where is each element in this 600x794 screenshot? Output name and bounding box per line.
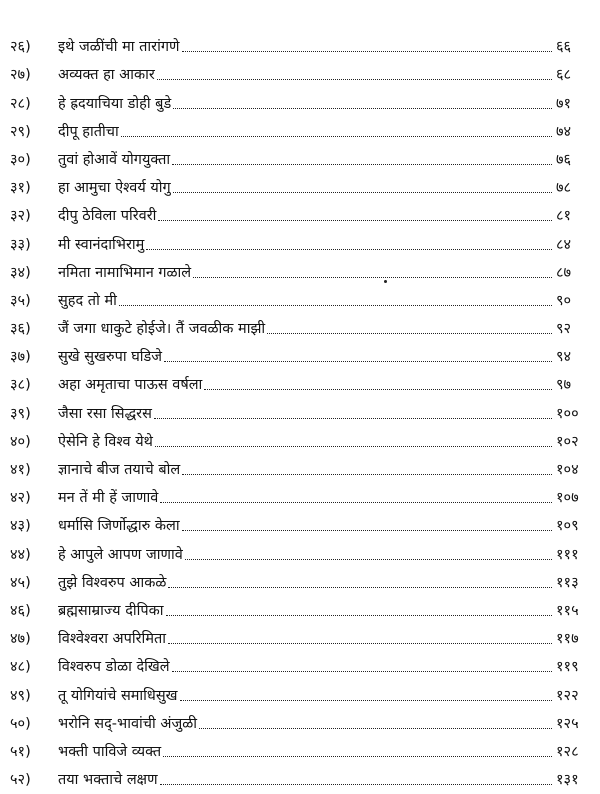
chapter-number: ३१)	[10, 180, 31, 197]
chapter-number: ४१)	[10, 462, 31, 478]
page-number: ९०	[556, 292, 572, 309]
dot-leader	[146, 248, 552, 250]
page-number: १०९	[556, 518, 579, 535]
dot-leader	[168, 586, 552, 588]
chapter-title: इथे जळींची मा तारांगणे	[58, 39, 180, 56]
dot-leader	[193, 276, 552, 278]
dot-leader	[155, 445, 552, 447]
toc-entry[interactable]	[0, 733, 600, 761]
toc-entry[interactable]	[0, 84, 600, 112]
dot-leader	[158, 219, 552, 221]
chapter-number: ४९)	[10, 687, 31, 704]
chapter-number: ३७)	[10, 349, 31, 366]
chapter-number: ४७)	[10, 631, 31, 648]
table-of-contents	[0, 28, 600, 789]
chapter-title: सुखे सुखरुपा घडिजे	[58, 349, 163, 366]
chapter-title: विश्वरुप डोळा देखिले	[58, 659, 170, 676]
toc-entry[interactable]	[0, 225, 600, 253]
chapter-title: हे आपुले आपण जाणावे	[58, 546, 183, 563]
toc-entry[interactable]	[0, 423, 600, 451]
dot-leader	[164, 360, 552, 362]
chapter-number: ३९)	[10, 405, 31, 422]
chapter-number: ३२)	[10, 208, 31, 225]
dot-leader	[199, 727, 552, 729]
toc-entry[interactable]	[0, 479, 600, 507]
toc-entry[interactable]	[0, 451, 600, 479]
dot-leader	[173, 107, 552, 109]
chapter-number: ५१)	[10, 743, 31, 760]
chapter-title: हा आमुचा ऐश्वर्य योगु	[58, 180, 171, 197]
page-number: १०७	[556, 490, 579, 507]
toc-entry[interactable]	[0, 592, 600, 620]
dot-leader	[204, 388, 552, 390]
dot-leader	[166, 614, 552, 616]
chapter-title: तुवां होआवें योगयुक्ता	[58, 151, 171, 168]
page-number: १११	[556, 546, 579, 563]
toc-entry[interactable]	[0, 648, 600, 676]
chapter-number: ४२)	[10, 490, 31, 507]
chapter-title: मन तें मी हें जाणावे	[58, 490, 159, 507]
page-number: ७६	[556, 151, 572, 168]
chapter-title: भरोनि सद्-भावांची अंजुळी	[58, 715, 197, 732]
toc-entry[interactable]	[0, 394, 600, 422]
toc-entry[interactable]	[0, 705, 600, 733]
dot-leader	[160, 501, 552, 503]
dot-leader	[160, 783, 552, 785]
page-number: १२२	[556, 687, 579, 704]
page-number: १२८	[556, 743, 579, 760]
page-number: ९२	[556, 321, 572, 338]
dot-leader	[119, 304, 552, 306]
page-number: १३१	[556, 772, 579, 789]
chapter-number: ३६)	[10, 321, 31, 338]
chapter-title: जैसा रसा सिद्धरस	[58, 405, 152, 422]
chapter-number: ३३)	[10, 236, 31, 253]
dot-leader	[182, 50, 553, 52]
chapter-title: तया भक्ताचे लक्षण	[58, 772, 158, 789]
page-number: ९७	[556, 377, 572, 394]
chapter-title: अव्यक्त हा आकार	[58, 67, 155, 84]
chapter-number: ३५)	[10, 292, 31, 309]
toc-entry[interactable]	[0, 338, 600, 366]
chapter-number: ४८)	[10, 659, 31, 676]
chapter-title: विश्वेश्वरा अपरिमिता	[58, 631, 167, 648]
toc-entry[interactable]	[0, 141, 600, 169]
chapter-title: दीपू हातीचा	[58, 123, 119, 140]
page-number: ७८	[556, 180, 572, 197]
dot-leader	[168, 642, 552, 644]
page-number: १००	[556, 405, 579, 422]
page-number: ११९	[556, 659, 579, 676]
toc-entry[interactable]	[0, 113, 600, 141]
page-number: ९४	[556, 349, 572, 366]
chapter-number: ४०)	[10, 433, 31, 450]
page-number: १०२	[556, 433, 579, 450]
chapter-number: ३८)	[10, 377, 31, 394]
dot-leader	[154, 417, 552, 419]
toc-entry[interactable]	[0, 366, 600, 394]
dot-leader	[182, 473, 552, 475]
dot-leader	[172, 163, 552, 165]
chapter-number: ४३)	[10, 518, 31, 535]
chapter-number: २७)	[10, 67, 31, 84]
toc-entry[interactable]	[0, 676, 600, 704]
toc-entry[interactable]	[0, 28, 600, 56]
chapter-number: २८)	[10, 95, 31, 112]
chapter-title: धर्मासि जिर्णोद्धारु केला	[58, 518, 180, 535]
chapter-title: अहा अमृताचा पाऊस वर्षला	[58, 377, 203, 394]
chapter-number: ३४)	[10, 264, 31, 281]
toc-entry[interactable]	[0, 535, 600, 563]
dot-leader	[163, 755, 552, 757]
page-number: ६६	[556, 39, 572, 56]
chapter-title: भक्ती पाविजे व्यक्त	[58, 743, 162, 760]
dot-leader	[182, 529, 552, 531]
page-number: ८१	[556, 208, 572, 225]
chapter-title: नमिता नामाभिमान गळाले	[58, 264, 192, 281]
dot-leader	[172, 670, 552, 672]
page-number: ७१	[556, 95, 572, 112]
page-number: ७४	[556, 123, 572, 140]
chapter-number: २६)	[10, 39, 31, 56]
chapter-number: ५०)	[10, 715, 31, 732]
chapter-title: ऐसेनि हे विश्व येथे	[58, 433, 153, 450]
toc-entry[interactable]	[0, 564, 600, 592]
page-number: ११३	[556, 574, 579, 591]
chapter-number: ४४)	[10, 546, 31, 563]
toc-entry[interactable]	[0, 282, 600, 310]
toc-entry[interactable]	[0, 761, 600, 789]
chapter-number: ४६)	[10, 602, 31, 619]
chapter-number: २९)	[10, 123, 31, 140]
ink-speck	[384, 280, 387, 283]
chapter-title: दीपु ठेविला परिवरी	[58, 208, 157, 225]
dot-leader	[173, 191, 552, 193]
chapter-title: ज्ञानाचे बीज तयाचे बोल	[58, 462, 181, 478]
page-number: १२५	[556, 715, 579, 732]
chapter-title: मी स्वानंदाभिरामु	[58, 236, 145, 253]
dot-leader	[121, 135, 552, 137]
page-number: ६८	[556, 67, 572, 84]
chapter-title: जैं जगा धाकुटे होईजे। तैं जवळीक माझी	[58, 321, 266, 338]
page-number: ८७	[556, 264, 572, 281]
toc-entry[interactable]	[0, 310, 600, 338]
dot-leader	[157, 78, 552, 80]
dot-leader	[180, 699, 552, 701]
chapter-title: सुहद तो मी	[58, 292, 117, 309]
dot-leader	[267, 332, 552, 334]
chapter-title: तू योगियांचे समाधिसुख	[58, 687, 178, 704]
page-number: ११७	[556, 631, 579, 648]
toc-entry[interactable]	[0, 197, 600, 225]
chapter-title: ब्रह्मसाम्राज्य दीपिका	[58, 602, 164, 619]
toc-entry[interactable]	[0, 169, 600, 197]
dot-leader	[185, 558, 552, 560]
page-number: ८४	[556, 236, 572, 253]
chapter-title: तुझे विश्वरुप आकळे	[58, 574, 167, 591]
toc-entry[interactable]	[0, 507, 600, 535]
page-number: ११५	[556, 602, 579, 619]
chapter-number: ५२)	[10, 772, 31, 789]
chapter-number: ४५)	[10, 574, 31, 591]
toc-entry[interactable]	[0, 620, 600, 648]
toc-entry[interactable]	[0, 56, 600, 84]
chapter-number: ३०)	[10, 151, 31, 168]
toc-entry[interactable]	[0, 254, 600, 282]
chapter-title: हे ह्रदयाचिया डोही बुडे	[58, 95, 172, 112]
page-number: १०४	[556, 462, 579, 478]
